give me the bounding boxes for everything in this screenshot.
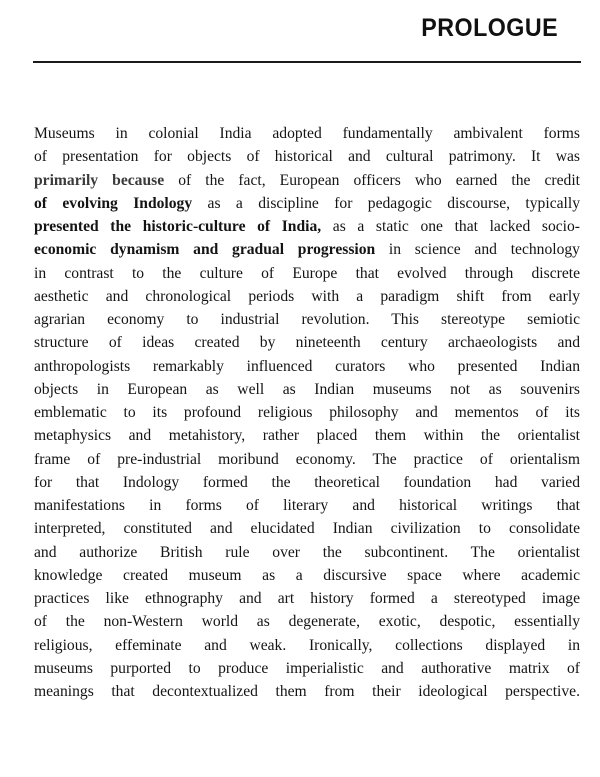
text-segment: religious, effeminate and weak. Ironically, collections displayed in — [34, 636, 580, 654]
text-line — [34, 308, 580, 331]
text-segment: of the fact, European officers who earned the credit — [164, 171, 581, 189]
text-segment: in contrast to the culture of Europe that evolved through discrete — [34, 264, 580, 282]
text-line — [34, 169, 580, 192]
text-line — [34, 471, 580, 494]
text-segment: agrarian economy to industrial revolution. This stereotype semiotic — [34, 311, 580, 328]
text-line — [34, 587, 580, 610]
text-segment: manifestations in forms of literary and historical writings that — [34, 497, 580, 514]
text-line — [34, 262, 580, 285]
text-line — [34, 517, 580, 540]
text-line — [34, 355, 580, 378]
bold-text-segment: of evolving Indology — [34, 194, 193, 212]
text-segment: in science and technology — [375, 241, 580, 259]
text-segment: knowledge created museum as a discursive space where academic — [34, 566, 580, 584]
text-segment: Museums in colonial India adopted fundamentally ambivalent forms — [34, 125, 580, 142]
text-segment: frame of pre-industrial moribund economy. The practice of orientalism — [34, 450, 580, 468]
text-segment: for that Indology formed the theoretical foundation had varied — [34, 473, 580, 491]
text-line — [34, 192, 580, 215]
text-line — [34, 657, 580, 680]
text-segment: interpreted, constituted and elucidated Indian civilization to consolidate — [34, 520, 580, 538]
text-segment: as a discipline for pedagogic discourse, typically — [192, 194, 580, 212]
text-line — [34, 564, 580, 587]
heading-divider — [33, 61, 581, 63]
bold-text-segment: presented the historic-culture of India, — [34, 218, 322, 235]
text-segment: structure of ideas created by nineteenth century archaeologists and — [34, 334, 580, 352]
text-segment: objects in European as well as Indian museums not as souvenirs — [34, 380, 580, 398]
bold-text-segment: primarily because — [34, 171, 165, 189]
text-segment: practices like ethnography and art history formed a stereotyped image — [34, 590, 580, 607]
text-segment: aesthetic and chronological periods with a paradigm shift from early — [34, 287, 580, 305]
text-segment: anthropologists remarkably influenced curators who presented Indian — [34, 357, 580, 375]
text-segment: museums purported to produce imperialistic and authorative matrix of — [34, 659, 580, 677]
text-line — [34, 610, 580, 633]
text-line — [34, 448, 580, 471]
text-segment: meanings that decontextualized them from their ideological perspective. — [34, 683, 580, 700]
text-segment: of the non-Western world as degenerate, exotic, despotic, essentially — [34, 613, 580, 631]
text-line — [34, 285, 580, 308]
text-line — [34, 680, 580, 703]
text-line — [34, 215, 580, 238]
text-line — [34, 634, 580, 657]
text-line — [34, 401, 580, 424]
body-paragraph — [34, 122, 580, 703]
chapter-heading: PROLOGUE — [421, 14, 558, 42]
text-line — [34, 541, 580, 564]
text-segment: as a static one that lacked socio- — [321, 218, 580, 235]
bold-text-segment: economic dynamism and gradual progression — [34, 241, 376, 259]
text-line — [34, 145, 580, 168]
text-line — [34, 238, 580, 261]
text-line — [34, 122, 580, 145]
text-segment: metaphysics and metahistory, rather placed them within the orientalist — [34, 427, 580, 445]
text-segment: and authorize British rule over the subcontinent. The orientalist — [34, 543, 580, 561]
text-line — [34, 424, 580, 447]
text-segment: of presentation for objects of historical and cultural patrimony. It was — [34, 148, 580, 166]
text-line — [34, 331, 580, 354]
text-segment: emblematic to its profound religious philosophy and mementos of its — [34, 404, 580, 421]
text-line — [34, 494, 580, 517]
text-line — [34, 378, 580, 401]
